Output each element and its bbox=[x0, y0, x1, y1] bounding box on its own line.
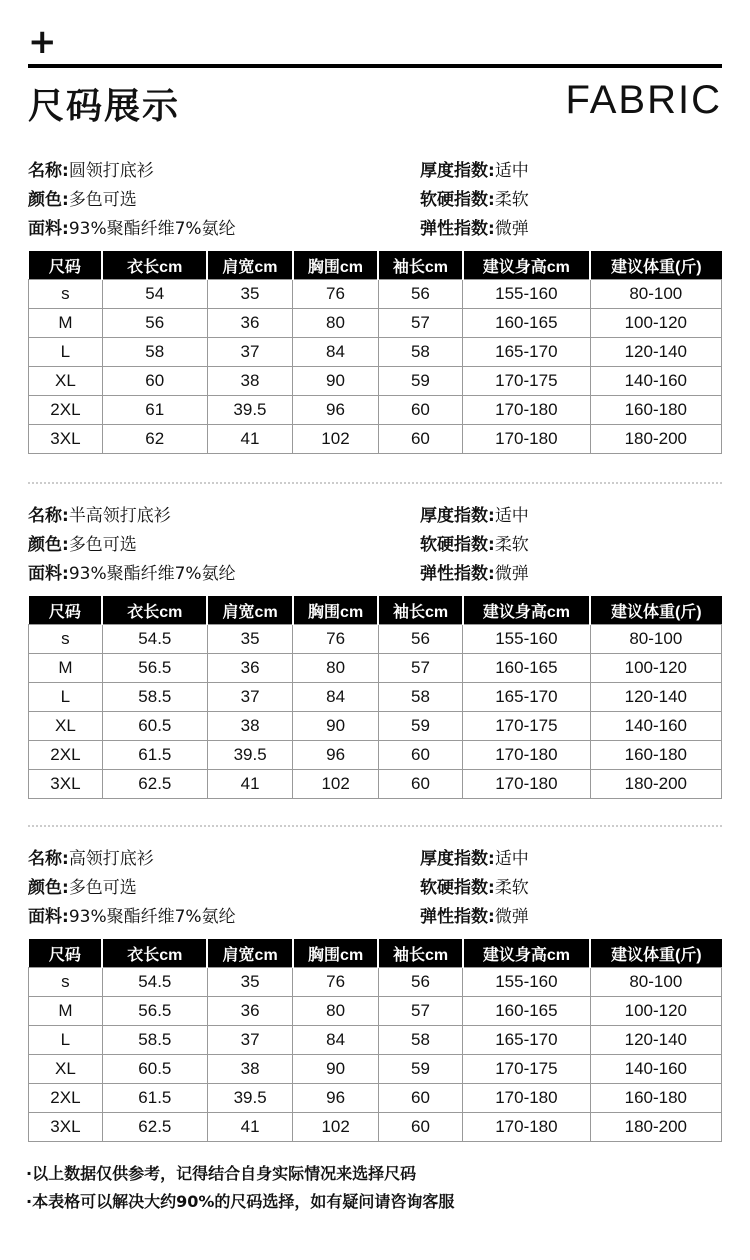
table-cell: 80-100 bbox=[590, 968, 721, 997]
table-cell: 76 bbox=[293, 625, 378, 654]
table-cell: 2XL bbox=[29, 1084, 103, 1113]
table-row bbox=[29, 741, 722, 770]
table-cell: 58 bbox=[378, 1026, 462, 1055]
material-label: 面料: bbox=[28, 564, 69, 584]
column-header: 衣长cm bbox=[102, 596, 207, 625]
name-info-row bbox=[28, 845, 154, 873]
table-cell: 62 bbox=[102, 425, 207, 454]
thickness-value: 适中 bbox=[494, 506, 529, 526]
column-header: 袖长cm bbox=[378, 251, 462, 280]
table-row bbox=[29, 1055, 722, 1084]
table-cell: 80-100 bbox=[590, 625, 721, 654]
table-cell: L bbox=[29, 338, 103, 367]
column-header: 袖长cm bbox=[378, 939, 462, 968]
column-header: 胸围cm bbox=[293, 596, 378, 625]
table-cell: M bbox=[29, 309, 103, 338]
table-cell: 90 bbox=[293, 1055, 378, 1084]
table-cell: 56 bbox=[378, 625, 462, 654]
table-cell: 102 bbox=[293, 770, 378, 799]
table-cell: 100-120 bbox=[590, 654, 721, 683]
softness-value: 柔软 bbox=[494, 878, 529, 898]
table-cell: 3XL bbox=[29, 770, 103, 799]
elastic-value: 微弹 bbox=[494, 564, 529, 584]
name-value: 半高领打底衫 bbox=[68, 506, 171, 526]
table-cell: s bbox=[29, 280, 103, 309]
table-cell: 56 bbox=[102, 309, 207, 338]
table-cell: 100-120 bbox=[590, 997, 721, 1026]
table-cell: 90 bbox=[293, 367, 378, 396]
table-cell: 61 bbox=[102, 396, 207, 425]
plus-icon: + bbox=[28, 22, 57, 62]
color-info-row bbox=[28, 186, 137, 214]
size-table bbox=[28, 939, 722, 1142]
table-cell: 3XL bbox=[29, 425, 103, 454]
header-rule bbox=[28, 64, 722, 68]
table-cell: 170-180 bbox=[463, 425, 590, 454]
color-info-row bbox=[28, 531, 137, 559]
column-header: 胸围cm bbox=[293, 251, 378, 280]
table-cell: 59 bbox=[378, 367, 462, 396]
table-cell: 180-200 bbox=[590, 1113, 721, 1142]
table-cell: 58 bbox=[378, 683, 462, 712]
table-cell: 165-170 bbox=[463, 1026, 590, 1055]
table-cell: 140-160 bbox=[590, 1055, 721, 1084]
table-cell: 61.5 bbox=[102, 1084, 207, 1113]
table-cell: 58.5 bbox=[102, 1026, 207, 1055]
table-cell: 54.5 bbox=[102, 968, 207, 997]
column-header: 建议体重(斤) bbox=[590, 939, 721, 968]
table-cell: 165-170 bbox=[463, 338, 590, 367]
column-header: 肩宽cm bbox=[207, 251, 293, 280]
table-cell: 102 bbox=[293, 425, 378, 454]
column-header: 肩宽cm bbox=[207, 596, 293, 625]
softness-value: 柔软 bbox=[494, 535, 529, 555]
color-label: 颜色: bbox=[28, 190, 69, 210]
column-header: 衣长cm bbox=[102, 939, 207, 968]
table-cell: 57 bbox=[378, 309, 462, 338]
table-cell: 170-175 bbox=[463, 1055, 590, 1084]
table-row bbox=[29, 968, 722, 997]
table-cell: 155-160 bbox=[463, 280, 590, 309]
material-label: 面料: bbox=[28, 907, 69, 927]
table-cell: 84 bbox=[293, 338, 378, 367]
name-label: 名称: bbox=[28, 849, 69, 869]
elastic-label: 弹性指数: bbox=[420, 219, 495, 239]
note-line: ·本表格可以解决大约90%的尺码选择，如有疑问请咨询客服 bbox=[26, 1192, 455, 1211]
thickness-label: 厚度指数: bbox=[420, 849, 495, 869]
table-cell: 84 bbox=[293, 683, 378, 712]
table-row bbox=[29, 1084, 722, 1113]
table-cell: 39.5 bbox=[207, 396, 293, 425]
material-value: 93%聚酯纤维7%氨纶 bbox=[68, 907, 236, 927]
table-cell: 41 bbox=[207, 1113, 293, 1142]
size-section bbox=[28, 845, 722, 1142]
table-cell: 41 bbox=[207, 425, 293, 454]
table-row bbox=[29, 654, 722, 683]
table-cell: 170-180 bbox=[463, 1113, 590, 1142]
column-header: 建议身高cm bbox=[463, 939, 590, 968]
table-cell: XL bbox=[29, 712, 103, 741]
section-divider bbox=[28, 482, 722, 484]
table-cell: 58 bbox=[378, 338, 462, 367]
table-cell: 54 bbox=[102, 280, 207, 309]
material-info-row bbox=[28, 560, 236, 588]
thickness-info-row bbox=[420, 502, 529, 530]
note-line: ·以上数据仅供参考，记得结合自身实际情况来选择尺码 bbox=[26, 1164, 417, 1183]
table-cell: 170-175 bbox=[463, 367, 590, 396]
material-info-row bbox=[28, 903, 236, 931]
table-cell: 170-180 bbox=[463, 770, 590, 799]
column-header: 尺码 bbox=[29, 251, 103, 280]
material-value: 93%聚酯纤维7%氨纶 bbox=[68, 219, 236, 239]
softness-label: 软硬指数: bbox=[420, 878, 495, 898]
table-row bbox=[29, 309, 722, 338]
table-row bbox=[29, 338, 722, 367]
table-cell: 38 bbox=[207, 1055, 293, 1084]
table-cell: 160-165 bbox=[463, 654, 590, 683]
thickness-info-row bbox=[420, 157, 529, 185]
material-label: 面料: bbox=[28, 219, 69, 239]
table-cell: 120-140 bbox=[590, 683, 721, 712]
column-header: 尺码 bbox=[29, 939, 103, 968]
table-cell: 160-165 bbox=[463, 309, 590, 338]
color-value: 多色可选 bbox=[68, 878, 137, 898]
material-value: 93%聚酯纤维7%氨纶 bbox=[68, 564, 236, 584]
table-cell: 60 bbox=[102, 367, 207, 396]
table-cell: 57 bbox=[378, 654, 462, 683]
softness-info-row bbox=[420, 874, 529, 902]
name-label: 名称: bbox=[28, 506, 69, 526]
product-info bbox=[28, 502, 722, 592]
section-divider bbox=[28, 825, 722, 827]
table-cell: 170-180 bbox=[463, 741, 590, 770]
column-header: 衣长cm bbox=[102, 251, 207, 280]
thickness-label: 厚度指数: bbox=[420, 506, 495, 526]
table-cell: 80-100 bbox=[590, 280, 721, 309]
table-cell: 60 bbox=[378, 396, 462, 425]
table-cell: M bbox=[29, 997, 103, 1026]
table-cell: 160-180 bbox=[590, 1084, 721, 1113]
table-cell: 56 bbox=[378, 968, 462, 997]
table-row bbox=[29, 1113, 722, 1142]
table-row bbox=[29, 770, 722, 799]
table-cell: 41 bbox=[207, 770, 293, 799]
table-cell: 76 bbox=[293, 968, 378, 997]
name-label: 名称: bbox=[28, 161, 69, 181]
column-header: 肩宽cm bbox=[207, 939, 293, 968]
table-cell: 39.5 bbox=[207, 1084, 293, 1113]
table-header-row bbox=[29, 596, 722, 625]
table-cell: 35 bbox=[207, 280, 293, 309]
page-title: 尺码展示 bbox=[28, 86, 181, 127]
color-label: 颜色: bbox=[28, 878, 69, 898]
table-cell: 57 bbox=[378, 997, 462, 1026]
column-header: 袖长cm bbox=[378, 596, 462, 625]
table-cell: 100-120 bbox=[590, 309, 721, 338]
name-info-row bbox=[28, 157, 154, 185]
softness-label: 软硬指数: bbox=[420, 535, 495, 555]
table-cell: s bbox=[29, 968, 103, 997]
table-cell: 140-160 bbox=[590, 367, 721, 396]
table-cell: 84 bbox=[293, 1026, 378, 1055]
product-info bbox=[28, 157, 722, 247]
table-row bbox=[29, 625, 722, 654]
table-cell: 170-180 bbox=[463, 396, 590, 425]
elastic-info-row bbox=[420, 903, 529, 931]
table-cell: 60 bbox=[378, 1084, 462, 1113]
table-cell: 37 bbox=[207, 338, 293, 367]
table-cell: L bbox=[29, 1026, 103, 1055]
table-cell: 90 bbox=[293, 712, 378, 741]
table-header-row bbox=[29, 251, 722, 280]
size-table bbox=[28, 596, 722, 799]
thickness-value: 适中 bbox=[494, 849, 529, 869]
size-section bbox=[28, 157, 722, 454]
table-cell: 62.5 bbox=[102, 1113, 207, 1142]
table-row bbox=[29, 280, 722, 309]
thickness-value: 适中 bbox=[494, 161, 529, 181]
table-cell: 170-175 bbox=[463, 712, 590, 741]
table-cell: 80 bbox=[293, 654, 378, 683]
table-row bbox=[29, 997, 722, 1026]
thickness-info-row bbox=[420, 845, 529, 873]
table-cell: 160-165 bbox=[463, 997, 590, 1026]
table-cell: 165-170 bbox=[463, 683, 590, 712]
table-cell: 160-180 bbox=[590, 741, 721, 770]
table-cell: 96 bbox=[293, 396, 378, 425]
table-row bbox=[29, 1026, 722, 1055]
column-header: 建议体重(斤) bbox=[590, 251, 721, 280]
table-cell: 120-140 bbox=[590, 1026, 721, 1055]
table-cell: 38 bbox=[207, 712, 293, 741]
color-label: 颜色: bbox=[28, 535, 69, 555]
table-cell: s bbox=[29, 625, 103, 654]
table-cell: 56.5 bbox=[102, 997, 207, 1026]
table-cell: 96 bbox=[293, 741, 378, 770]
table-cell: 60 bbox=[378, 1113, 462, 1142]
table-row bbox=[29, 712, 722, 741]
column-header: 建议体重(斤) bbox=[590, 596, 721, 625]
table-cell: 155-160 bbox=[463, 625, 590, 654]
color-value: 多色可选 bbox=[68, 190, 137, 210]
table-cell: 2XL bbox=[29, 396, 103, 425]
table-row bbox=[29, 425, 722, 454]
table-cell: 3XL bbox=[29, 1113, 103, 1142]
softness-info-row bbox=[420, 531, 529, 559]
table-cell: 36 bbox=[207, 654, 293, 683]
notes bbox=[26, 1160, 454, 1216]
elastic-info-row bbox=[420, 560, 529, 588]
table-cell: 80 bbox=[293, 997, 378, 1026]
table-cell: 35 bbox=[207, 625, 293, 654]
table-cell: 56 bbox=[378, 280, 462, 309]
elastic-label: 弹性指数: bbox=[420, 564, 495, 584]
table-cell: 60 bbox=[378, 741, 462, 770]
table-cell: 80 bbox=[293, 309, 378, 338]
table-cell: 59 bbox=[378, 712, 462, 741]
table-cell: 54.5 bbox=[102, 625, 207, 654]
softness-info-row bbox=[420, 186, 529, 214]
elastic-info-row bbox=[420, 215, 529, 243]
table-cell: 2XL bbox=[29, 741, 103, 770]
size-table bbox=[28, 251, 722, 454]
table-cell: 36 bbox=[207, 997, 293, 1026]
table-cell: L bbox=[29, 683, 103, 712]
table-cell: 160-180 bbox=[590, 396, 721, 425]
table-cell: 62.5 bbox=[102, 770, 207, 799]
table-cell: 60 bbox=[378, 425, 462, 454]
table-cell: 60.5 bbox=[102, 1055, 207, 1084]
table-cell: 61.5 bbox=[102, 741, 207, 770]
table-row bbox=[29, 683, 722, 712]
table-cell: XL bbox=[29, 367, 103, 396]
table-cell: 140-160 bbox=[590, 712, 721, 741]
size-section bbox=[28, 502, 722, 799]
column-header: 建议身高cm bbox=[463, 596, 590, 625]
table-cell: 35 bbox=[207, 968, 293, 997]
elastic-label: 弹性指数: bbox=[420, 907, 495, 927]
table-cell: 38 bbox=[207, 367, 293, 396]
color-value: 多色可选 bbox=[68, 535, 137, 555]
name-value: 圆领打底衫 bbox=[68, 161, 154, 181]
table-cell: 170-180 bbox=[463, 1084, 590, 1113]
column-header: 胸围cm bbox=[293, 939, 378, 968]
product-info bbox=[28, 845, 722, 935]
table-cell: 37 bbox=[207, 683, 293, 712]
table-row bbox=[29, 367, 722, 396]
thickness-label: 厚度指数: bbox=[420, 161, 495, 181]
table-cell: 58.5 bbox=[102, 683, 207, 712]
table-cell: 180-200 bbox=[590, 770, 721, 799]
table-cell: 36 bbox=[207, 309, 293, 338]
table-cell: 96 bbox=[293, 1084, 378, 1113]
elastic-value: 微弹 bbox=[494, 219, 529, 239]
color-info-row bbox=[28, 874, 137, 902]
column-header: 尺码 bbox=[29, 596, 103, 625]
table-cell: 155-160 bbox=[463, 968, 590, 997]
name-value: 高领打底衫 bbox=[68, 849, 154, 869]
table-row bbox=[29, 396, 722, 425]
softness-value: 柔软 bbox=[494, 190, 529, 210]
name-info-row bbox=[28, 502, 171, 530]
table-cell: 60.5 bbox=[102, 712, 207, 741]
softness-label: 软硬指数: bbox=[420, 190, 495, 210]
table-cell: 58 bbox=[102, 338, 207, 367]
table-cell: 56.5 bbox=[102, 654, 207, 683]
table-cell: 60 bbox=[378, 770, 462, 799]
table-cell: 59 bbox=[378, 1055, 462, 1084]
table-cell: 39.5 bbox=[207, 741, 293, 770]
table-cell: XL bbox=[29, 1055, 103, 1084]
material-info-row bbox=[28, 215, 236, 243]
column-header: 建议身高cm bbox=[463, 251, 590, 280]
table-header-row bbox=[29, 939, 722, 968]
table-cell: 180-200 bbox=[590, 425, 721, 454]
elastic-value: 微弹 bbox=[494, 907, 529, 927]
table-cell: 37 bbox=[207, 1026, 293, 1055]
table-cell: 76 bbox=[293, 280, 378, 309]
fabric-label: FABRIC bbox=[565, 78, 722, 122]
table-cell: 120-140 bbox=[590, 338, 721, 367]
table-cell: M bbox=[29, 654, 103, 683]
table-cell: 102 bbox=[293, 1113, 378, 1142]
